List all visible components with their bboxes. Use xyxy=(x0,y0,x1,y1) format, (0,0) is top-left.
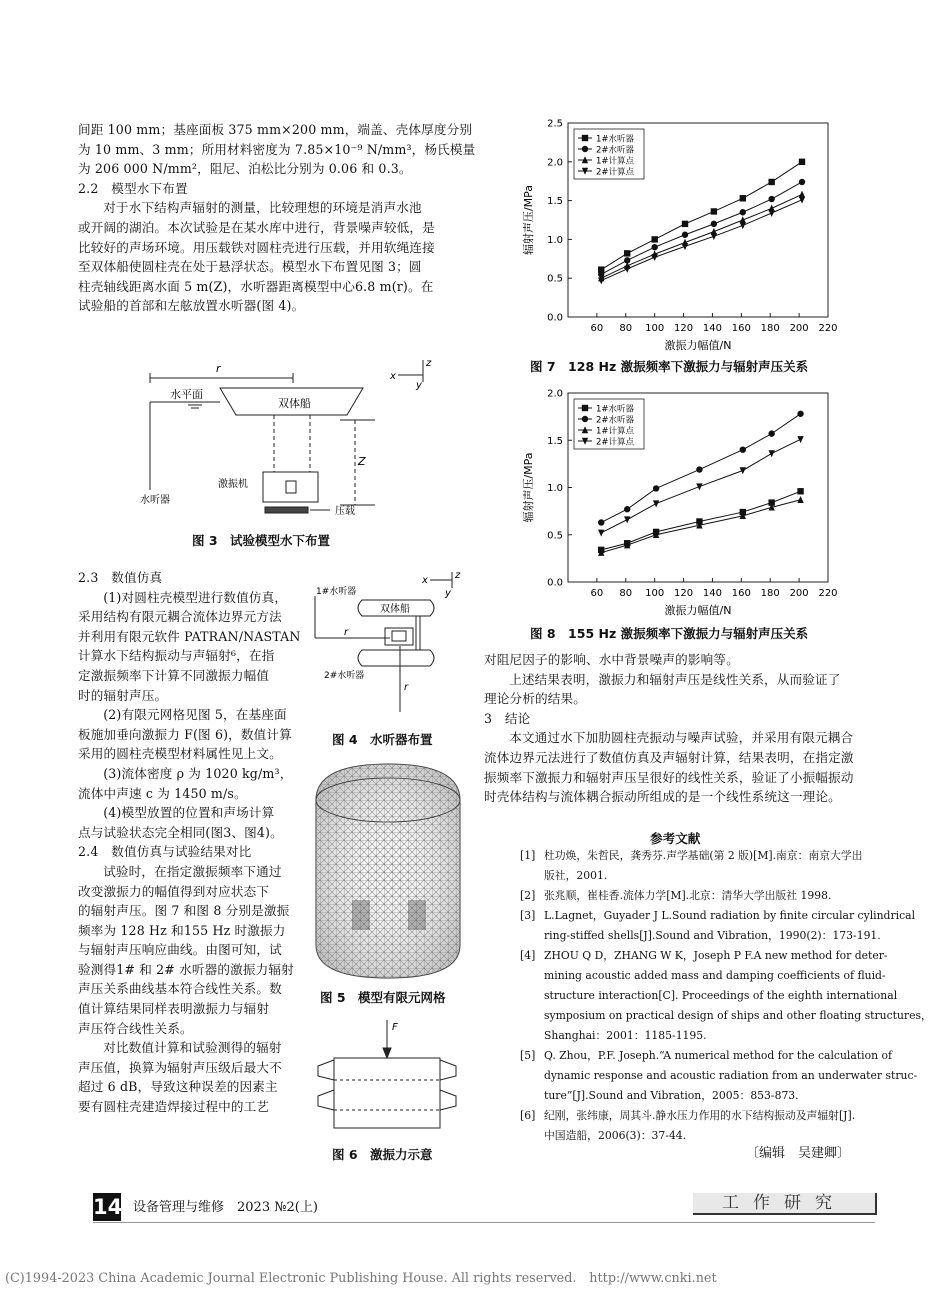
data-point-triangle-down xyxy=(624,266,630,273)
cylinder-section xyxy=(334,1058,440,1128)
section-2-4-p2 xyxy=(78,1038,300,1116)
fig4-axis-z: z xyxy=(455,570,461,581)
figure-5-mesh xyxy=(312,760,464,982)
data-point-triangle-down xyxy=(797,436,803,443)
reference-item xyxy=(520,846,875,886)
figure-5-caption: 图 5 模型有限元网格 xyxy=(320,990,446,1005)
data-point-square xyxy=(582,405,588,411)
text-line: 值计算结果同样表明激振力与辐射 xyxy=(78,1001,270,1017)
text-line: 声压符合线性关系。 xyxy=(78,1020,193,1036)
text-line: 时壳体结构与流体耦合振动所组成的是一个线性系统这一理论。 xyxy=(484,789,841,805)
section-3-title: 3 结论 xyxy=(484,710,531,726)
y-tick-label: 0.0 xyxy=(547,312,563,324)
data-point-square xyxy=(624,250,630,256)
text-line: (4)模型放置的位置和声场计算 xyxy=(103,805,275,821)
cylinder-model-box xyxy=(263,472,318,502)
text-line: 本文通过水下加肋圆柱壳振动与噪声试验，并采用有限元耦合 xyxy=(509,730,854,746)
data-point-circle xyxy=(768,196,774,202)
text-line: 为 206 000 N/mm²，阻尼、泊松比分别为 0.06 和 0.3。 xyxy=(78,161,412,177)
section-tag: 工作研究 xyxy=(693,1193,877,1215)
reference-number: [3] xyxy=(520,909,536,922)
figure-7-caption: 图 7 128 Hz 激振频率下激振力与辐射声压关系 xyxy=(530,359,809,374)
exciter-box xyxy=(286,481,296,493)
text-line: 理论分析的结果。 xyxy=(484,691,586,707)
legend xyxy=(574,399,644,449)
y-tick-label: 1.0 xyxy=(547,234,563,246)
text-line: 要有圆柱壳建造焊接过程中的工艺 xyxy=(78,1099,270,1115)
editor-note: 〔编辑 吴建卿〕 xyxy=(746,1146,851,1161)
data-point-triangle-down xyxy=(799,197,805,204)
y-axis-label: 辐射声压/MPa xyxy=(522,184,535,256)
fig3-water-label: 水平面 xyxy=(170,388,203,401)
x-tick-label: 100 xyxy=(645,588,665,599)
data-point-circle xyxy=(740,209,746,215)
series-line xyxy=(601,182,802,274)
boat-lower-hull xyxy=(358,650,434,666)
data-point-triangle-down xyxy=(653,500,659,507)
reference-line: ZHOU Q D，ZHANG W K，Joseph P F.A new method for deter- xyxy=(544,949,888,962)
reference-number: [5] xyxy=(520,1049,536,1062)
text-line: 频率为 128 Hz 和155 Hz 时激振力 xyxy=(78,922,286,938)
y-tick-label: 1.0 xyxy=(547,483,563,494)
text-line: 采用结构有限元耦合流体边界元方法 xyxy=(78,609,282,625)
data-point-circle xyxy=(598,519,604,525)
section-2-3 xyxy=(78,568,300,1117)
intro-paragraph xyxy=(78,120,476,316)
x-tick-label: 120 xyxy=(674,323,694,334)
y-tick-label: 1.5 xyxy=(547,196,563,208)
section-2-3-p1 xyxy=(78,588,300,706)
reference-item xyxy=(520,886,875,906)
x-tick-label: 140 xyxy=(702,588,722,599)
copyright-line: (C)1994-2023 China Academic Journal Electronic Publishing House. All rights reserved. http://www.cnki.net xyxy=(5,1271,717,1286)
reference-item xyxy=(520,1106,875,1146)
data-point-circle xyxy=(624,506,630,512)
reference-line: symposium on practical design of ships and other floating structures， xyxy=(544,1009,932,1022)
x-tick-label: 60 xyxy=(590,323,604,334)
fig4-r1-label: r xyxy=(344,627,349,638)
data-point-circle xyxy=(711,221,717,227)
figure-6-caption: 图 6 激振力示意 xyxy=(332,1147,433,1162)
conclusion-lead xyxy=(484,650,876,709)
y-tick-label: 2.0 xyxy=(547,157,563,169)
x-tick-label: 60 xyxy=(590,588,604,599)
series-2#水听器 xyxy=(598,179,805,278)
text-line: 上述结果表明，激振力和辐射声压是线性关系，从而验证了 xyxy=(509,671,841,687)
data-point-circle xyxy=(740,447,746,453)
reference-line: 纪刚，张纬康，周其斗.静水压力作用的水下结构振动及声辐射[J]. xyxy=(544,1109,856,1122)
data-point-circle xyxy=(651,244,657,250)
fig3-r-label: r xyxy=(216,362,221,375)
legend-label: 2#计算点 xyxy=(596,167,635,178)
text-line: 或开阔的湖泊。本次试验是在某水库中进行，背景噪声较低，是 xyxy=(78,219,435,235)
x-tick-label: 180 xyxy=(760,588,780,599)
reference-line: mining acoustic added mass and damping coefficients of fluid- xyxy=(544,969,886,982)
reference-item xyxy=(520,946,932,1046)
figure-4-caption: 图 4 水听器布置 xyxy=(332,732,433,747)
x-tick-label: 180 xyxy=(760,323,780,334)
x-tick-label: 160 xyxy=(731,588,751,599)
section-2-4-title: 2.4 数值仿真与试验结果对比 xyxy=(78,844,252,860)
reference-item xyxy=(520,906,916,946)
text-line: 超过 6 dB，导致这种误差的因素主 xyxy=(78,1079,278,1095)
x-tick-label: 200 xyxy=(789,323,809,334)
text-line: 与辐射声压响应曲线。由图可知，试 xyxy=(78,942,282,958)
text-line: (2)有限元网格见图 5，在基座面 xyxy=(103,707,287,723)
text-line: 流体中声速 c 为 1450 m/s。 xyxy=(78,785,247,801)
text-line: 时的辐射声压。 xyxy=(78,687,168,703)
text-line: 验测得1# 和 2# 水听器的激振力辐射 xyxy=(78,961,294,977)
data-point-square xyxy=(651,236,657,242)
text-line: 声压关系曲线基本符合线性关系。数 xyxy=(78,981,282,997)
section-2-3-p3 xyxy=(78,764,300,803)
data-point-circle xyxy=(799,179,805,185)
data-point-circle xyxy=(582,416,588,422)
x-tick-label: 120 xyxy=(674,588,694,599)
data-point-triangle-down xyxy=(740,222,746,229)
fig4-axis-x: x xyxy=(422,575,428,586)
y-axis-label: 辐射声压/MPa xyxy=(522,452,535,523)
data-point-triangle-up xyxy=(799,191,805,198)
reference-number: [4] xyxy=(520,949,536,962)
section-3-body xyxy=(484,728,876,806)
x-tick-label: 80 xyxy=(619,323,633,334)
data-point-triangle-down xyxy=(768,210,774,217)
figure-6-diagram xyxy=(312,1018,462,1138)
fig3-ballast-label: 压载 xyxy=(335,506,355,517)
y-tick-label: 1.5 xyxy=(547,435,563,447)
text-line: 至双体船使圆柱壳在处于悬浮状态。模型水下布置见图 3；圆 xyxy=(78,259,422,275)
text-line: 计算水下结构振动与声辐射⁶，在指 xyxy=(78,648,275,664)
figure-8-caption: 图 8 155 Hz 激振频率下激振力与辐射声压关系 xyxy=(530,626,809,641)
fig4-h2-label: 2#水听器 xyxy=(324,671,365,681)
series-2#计算点 xyxy=(598,197,805,285)
reference-line: L.Lagnet，Guyader J L.Sound radiation by finite circular cylindrical xyxy=(544,909,916,922)
fig3-boat-label: 双体船 xyxy=(278,397,311,410)
data-point-triangle-down xyxy=(598,530,604,537)
data-point-square xyxy=(582,135,588,141)
text-line: 为 10 mm、3 mm；所用材料密度为 7.85×10⁻⁹ N/mm³，杨氏模量 xyxy=(78,141,476,157)
fig4-axis-y: y xyxy=(445,588,451,599)
reference-line: Shanghai：2001：1185-1195. xyxy=(544,1029,707,1042)
reference-line: dynamic response and acoustic radiation from an underwater struc- xyxy=(544,1069,918,1082)
x-tick-label: 160 xyxy=(731,323,751,334)
footer-rule xyxy=(93,1222,875,1223)
section-2-2-body xyxy=(78,198,473,316)
text-line: 对阻尼因子的影响、水中背景噪声的影响等。 xyxy=(484,652,739,667)
figure-7-chart xyxy=(510,115,850,355)
intro-lines xyxy=(78,120,476,179)
ballast-block xyxy=(265,507,308,513)
section-2-3-p2 xyxy=(78,705,300,764)
figure-3-caption: 图 3 试验模型水下布置 xyxy=(192,533,331,548)
x-axis-label: 激振力幅值/N xyxy=(664,339,732,352)
data-point-square xyxy=(711,208,717,214)
y-tick-label: 0.5 xyxy=(547,273,563,285)
legend-label: 2#水听器 xyxy=(596,415,635,426)
y-tick-label: 2.5 xyxy=(547,118,563,130)
data-point-circle xyxy=(797,411,803,417)
text-line: 比较好的声场环境。用压载铁对圆柱壳进行压载，并用软绳连接 xyxy=(78,239,435,255)
fig3-exciter-label: 激振机 xyxy=(218,479,248,490)
references-title: 参考文献 xyxy=(650,831,701,846)
data-point-circle xyxy=(696,466,702,472)
reference-line: 杜功焕，朱哲民，龚秀芬.声学基础(第 2 版)[M].南京：南京大学出 xyxy=(544,849,863,862)
legend-label: 1#水听器 xyxy=(596,134,635,145)
fig3-axis-x: x xyxy=(390,371,396,382)
reference-line: ture”[J].Sound and Vibration，2005：853-873. xyxy=(544,1089,799,1102)
figure-3-diagram xyxy=(140,350,445,528)
x-tick-label: 220 xyxy=(818,323,838,334)
data-point-circle xyxy=(768,430,774,436)
fig3-axis-y: y xyxy=(416,380,422,391)
text-line: 柱壳轴线距离水面 5 m(Z)，水听器距离模型中心6.8 m(r)。在 xyxy=(78,278,434,294)
y-tick-label: 2.0 xyxy=(547,388,563,400)
fig3-z-label: Z xyxy=(358,455,366,468)
data-point-square xyxy=(768,179,774,185)
data-point-triangle-down xyxy=(696,483,702,490)
fig4-h1-label: 1#水听器 xyxy=(316,587,357,597)
text-line: 并利用有限元软件 PATRAN/NASTAN xyxy=(78,628,301,644)
x-tick-label: 200 xyxy=(789,588,809,599)
reference-item xyxy=(520,1046,918,1106)
text-line: (3)流体密度 ρ 为 1020 kg/m³， xyxy=(103,765,293,781)
text-line: 振频率下激振力和辐射声压呈很好的线性关系，验证了小振幅振动 xyxy=(484,769,854,785)
text-line: 对比数值计算和试验测得的辐射 xyxy=(103,1040,282,1056)
x-tick-label: 140 xyxy=(702,323,722,334)
reference-line: Q. Zhou，P.F. Joseph.“A numerical method for the calculation of xyxy=(544,1049,892,1062)
x-tick-label: 80 xyxy=(619,588,633,599)
legend-label: 2#水听器 xyxy=(596,145,635,156)
x-tick-label: 220 xyxy=(818,588,838,599)
legend-label: 2#计算点 xyxy=(596,437,635,448)
data-point-circle xyxy=(682,232,688,238)
text-line: 试验船的首部和左舷放置水听器(图 4)。 xyxy=(78,298,305,314)
text-line: 点与试验状态完全相同(图3、图4)。 xyxy=(78,824,283,840)
reference-line: 版社，2001. xyxy=(544,869,608,882)
section-2-4-p1 xyxy=(78,862,300,1038)
legend xyxy=(574,129,644,179)
y-tick-label: 0.5 xyxy=(547,530,563,542)
data-point-circle xyxy=(653,485,659,491)
data-point-triangle-down xyxy=(768,450,774,457)
fig4-r2-label: r xyxy=(404,682,409,693)
data-point-triangle-up xyxy=(740,216,746,223)
reference-line: 中国造船，2006(3)：37-44. xyxy=(544,1129,687,1142)
section-2-3-p4 xyxy=(78,803,300,842)
section-2-3-title: 2.3 数值仿真 xyxy=(78,570,163,585)
text-line: 采用的圆柱壳模型材料属性见上文。 xyxy=(78,746,282,762)
text-line: 间距 100 mm；基座面板 375 mm×200 mm，端盖、壳体厚度分别 xyxy=(78,122,473,137)
data-point-circle xyxy=(582,146,588,152)
text-line: 流体边界元法进行了数值仿真及声辐射计算，结果表明，在指定激 xyxy=(484,749,854,765)
figure-4-diagram xyxy=(312,566,472,724)
legend-label: 1#计算点 xyxy=(596,156,635,167)
section-2-2-title: 2.2 模型水下布置 xyxy=(78,180,188,196)
reference-number: [6] xyxy=(520,1109,536,1122)
right-column-text xyxy=(484,650,876,807)
y-tick-label: 0.0 xyxy=(547,577,563,589)
text-line: 改变激振力的幅值得到对应状态下 xyxy=(78,883,270,899)
data-point-triangle-up xyxy=(797,496,803,503)
text-line: 声压值，换算为辐射声压级后最大不 xyxy=(78,1059,282,1075)
reference-number: [1] xyxy=(520,849,536,862)
page-number: 14 xyxy=(93,1195,123,1219)
fig3-axis-z: z xyxy=(426,358,432,369)
legend-label: 1#水听器 xyxy=(596,404,635,415)
data-point-square xyxy=(797,488,803,494)
fig4-boat-label: 双体船 xyxy=(380,604,410,615)
journal-name: 设备管理与维修 2023 №2(上) xyxy=(133,1200,318,1215)
reference-line: ring-stiffed shells[J].Sound and Vibration，1990(2)：173-191. xyxy=(544,929,881,942)
reference-number: [2] xyxy=(520,889,536,902)
fig6-force-label: F xyxy=(392,1022,398,1033)
series-1#水听器 xyxy=(598,488,804,553)
legend-label: 1#计算点 xyxy=(596,426,635,437)
reference-line: 张兆顺，崔桂香.流体力学[M].北京：清华大学出版社 1998. xyxy=(544,889,832,902)
data-point-square xyxy=(799,159,805,165)
data-point-triangle-down xyxy=(624,516,630,523)
fig3-hydrophone-label: 水听器 xyxy=(140,495,170,506)
text-line: 定激振频率下计算不同激振力幅值 xyxy=(78,667,270,683)
text-line: 试验时，在指定激振频率下通过 xyxy=(103,863,282,879)
x-tick-label: 100 xyxy=(645,323,665,334)
text-line: 板施加垂向激振力 F(图 6)，数值计算 xyxy=(78,726,292,742)
data-point-triangle-down xyxy=(651,254,657,261)
references-list xyxy=(520,846,932,1146)
data-point-square xyxy=(682,221,688,227)
figure-8-chart xyxy=(510,385,850,620)
text-line: 对于水下结构声辐射的测量，比较理想的环境是消声水池 xyxy=(103,200,422,216)
text-line: (1)对圆柱壳模型进行数值仿真， xyxy=(103,589,288,605)
x-axis-label: 激振力幅值/N xyxy=(664,604,732,617)
text-line: 的辐射声压。图 7 和图 8 分别是激振 xyxy=(78,903,290,919)
reference-line: structure interaction[C]. Proceedings of the eighth international xyxy=(544,989,898,1002)
data-point-square xyxy=(740,195,746,201)
